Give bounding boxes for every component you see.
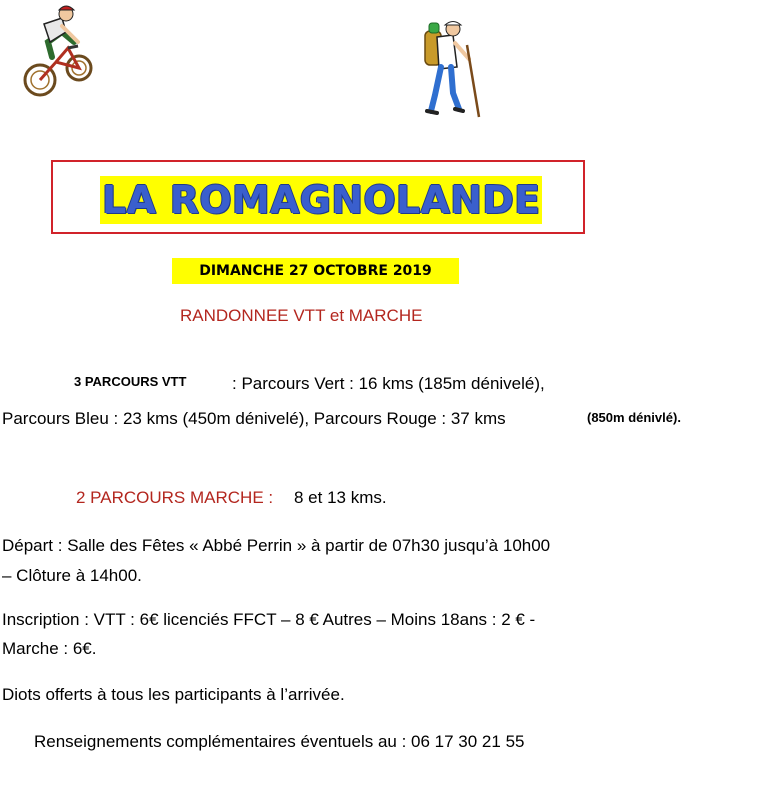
vtt-heading: 3 PARCOURS VTT	[74, 374, 187, 389]
marche-distances: 8 et 13 kms.	[294, 488, 387, 507]
mountain-bike-cyclist-icon	[22, 2, 102, 104]
vtt-line-1: : Parcours Vert : 16 kms (185m dénivelé),	[232, 374, 545, 393]
vtt-line-2: Parcours Bleu : 23 kms (450m dénivelé), Parcours Rouge : 37 kms	[2, 409, 506, 428]
event-date: DIMANCHE 27 OCTOBRE 2019	[172, 258, 459, 284]
diots-line: Diots offerts à tous les participants à l’arrivée.	[2, 685, 345, 704]
inscription-line-1: Inscription : VTT : 6€ licenciés FFCT – 8 € Autres – Moins 18ans : 2 € -	[2, 610, 536, 629]
depart-line-2: – Clôture à 14h00.	[2, 566, 142, 585]
inscription-line-2: Marche : 6€.	[2, 639, 97, 658]
depart-line-1: Départ : Salle des Fêtes « Abbé Perrin » à partir de 07h30 jusqu’à 10h00	[2, 536, 551, 555]
hiker-icon	[417, 15, 489, 119]
marche-heading: 2 PARCOURS MARCHE :	[76, 488, 274, 507]
event-subtitle: RANDONNEE VTT et MARCHE	[180, 306, 423, 325]
event-title: LA ROMAGNOLANDE	[102, 178, 541, 222]
vtt-line-2-note: (850m dénivlé).	[587, 410, 681, 425]
renseignements-line: Renseignements complémentaires éventuels au : 06 17 30 21 55	[34, 732, 525, 751]
